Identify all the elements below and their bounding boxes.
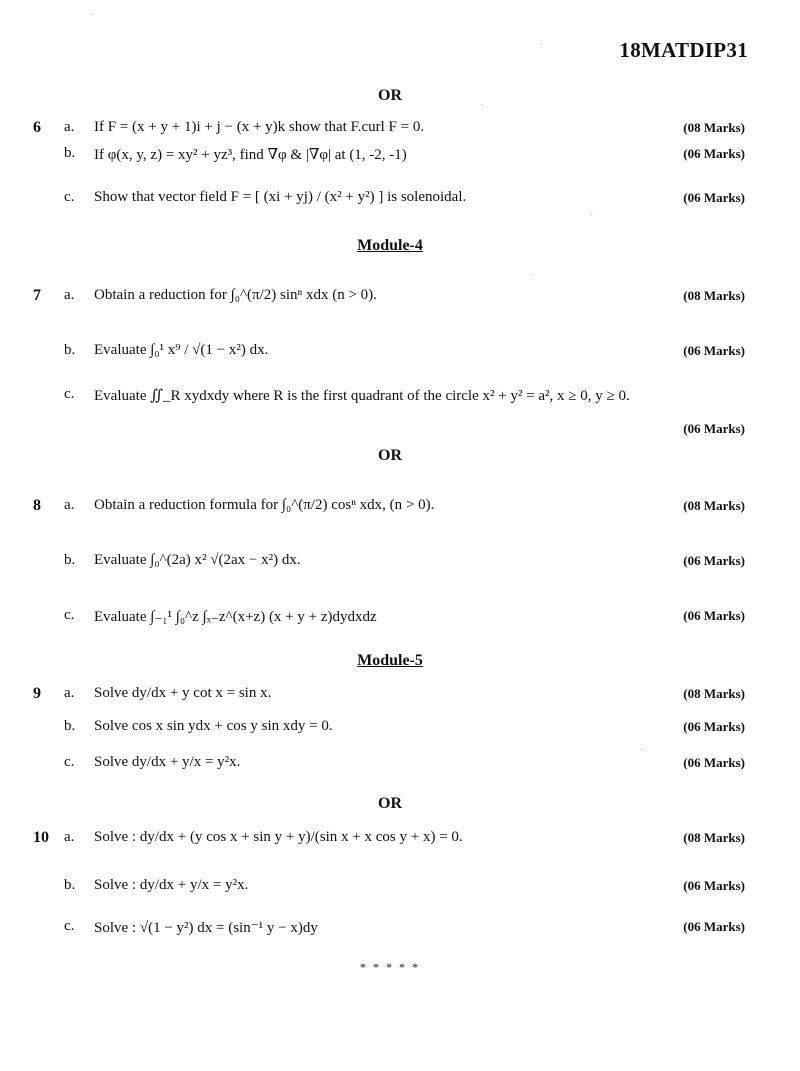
or-divider: OR	[378, 795, 402, 812]
marks: (06 Marks)	[683, 553, 745, 568]
marks: (08 Marks)	[683, 288, 745, 303]
part-label: c.	[64, 189, 75, 205]
marks: (08 Marks)	[683, 686, 745, 701]
or-divider: OR	[378, 87, 402, 104]
marks: (08 Marks)	[683, 120, 745, 135]
question-text: Solve cos x sin ydx + cos y sin xdy = 0.	[94, 718, 333, 734]
question-text: Show that vector field F = [ (xi + yj) / (x² + y²) ] is solenoidal.	[94, 189, 467, 205]
part-label: b.	[64, 552, 76, 568]
marks: (06 Marks)	[683, 878, 745, 893]
question-text: Obtain a reduction for ∫₀^(π/2) sinⁿ xdx (n > 0).	[94, 287, 377, 303]
scan-noise: ·	[540, 40, 544, 51]
part-label: b.	[64, 718, 76, 734]
part-label: a.	[64, 287, 75, 303]
scan-noise: ·	[480, 100, 484, 111]
question-text: Solve : dy/dx + (y cos x + sin y + y)/(sin x + x cos y + x) = 0.	[94, 829, 463, 845]
question-text: Solve : √(1 − y²) dx = (sin⁻¹ y − x)dy	[94, 920, 318, 936]
scan-noise: ·	[590, 210, 594, 221]
question-text: Evaluate ∫₀^(2a) x² √(2ax − x²) dx.	[94, 552, 301, 568]
question-text: Solve dy/dx + y cot x = sin x.	[94, 685, 272, 701]
question-text: Solve dy/dx + y/x = y²x.	[94, 754, 241, 770]
part-label: c.	[64, 754, 75, 770]
question-text: Evaluate ∫₀¹ x⁹ / √(1 − x²) dx.	[94, 342, 269, 358]
part-label: a.	[64, 497, 75, 513]
marks: (06 Marks)	[683, 421, 745, 436]
part-label: a.	[64, 119, 75, 135]
question-text: Evaluate ∬_R xydxdy where R is the first quadrant of the circle x² + y² = a², x ≥ 0, y ≥ 0.	[94, 388, 630, 404]
marks: (08 Marks)	[683, 498, 745, 513]
question-text: If φ(x, y, z) = xy² + yz³, find ∇φ & |∇φ| at (1, -2, -1)	[94, 147, 407, 163]
scan-noise: ·	[90, 10, 94, 21]
marks: (06 Marks)	[683, 190, 745, 205]
part-label: b.	[64, 145, 76, 161]
marks: (06 Marks)	[683, 146, 745, 161]
paper-code: 18MATDIP31	[619, 38, 748, 62]
question-text: Obtain a reduction formula for ∫₀^(π/2) cosⁿ xdx, (n > 0).	[94, 497, 435, 513]
part-label: b.	[64, 877, 76, 893]
marks: (06 Marks)	[683, 755, 745, 770]
part-label: a.	[64, 829, 75, 845]
module-heading: Module-4	[357, 237, 423, 254]
question-number: 10	[33, 829, 49, 846]
question-number: 7	[33, 287, 41, 304]
question-text: Solve : dy/dx + y/x = y²x.	[94, 877, 249, 893]
or-divider: OR	[378, 447, 402, 464]
marks: (08 Marks)	[683, 830, 745, 845]
scan-noise: ·	[640, 745, 644, 756]
question-text: If F = (x + y + 1)i + j − (x + y)k show that F.curl F = 0.	[94, 119, 425, 135]
part-label: c.	[64, 918, 75, 934]
part-label: b.	[64, 342, 76, 358]
question-number: 9	[33, 685, 41, 702]
marks: (06 Marks)	[683, 719, 745, 734]
marks: (06 Marks)	[683, 608, 745, 623]
marks: (06 Marks)	[683, 343, 745, 358]
part-label: c.	[64, 607, 75, 623]
module-heading: Module-5	[357, 652, 423, 669]
part-label: c.	[64, 386, 75, 402]
marks: (06 Marks)	[683, 919, 745, 934]
question-number: 6	[33, 119, 41, 136]
question-text: Evaluate ∫₋₁¹ ∫₀^z ∫ₓ₋z^(x+z) (x + y + z)dydxdz	[94, 609, 377, 625]
question-number: 8	[33, 497, 41, 514]
part-label: a.	[64, 685, 75, 701]
end-stars: * * * * *	[360, 960, 420, 974]
scan-noise: ·	[530, 270, 534, 281]
